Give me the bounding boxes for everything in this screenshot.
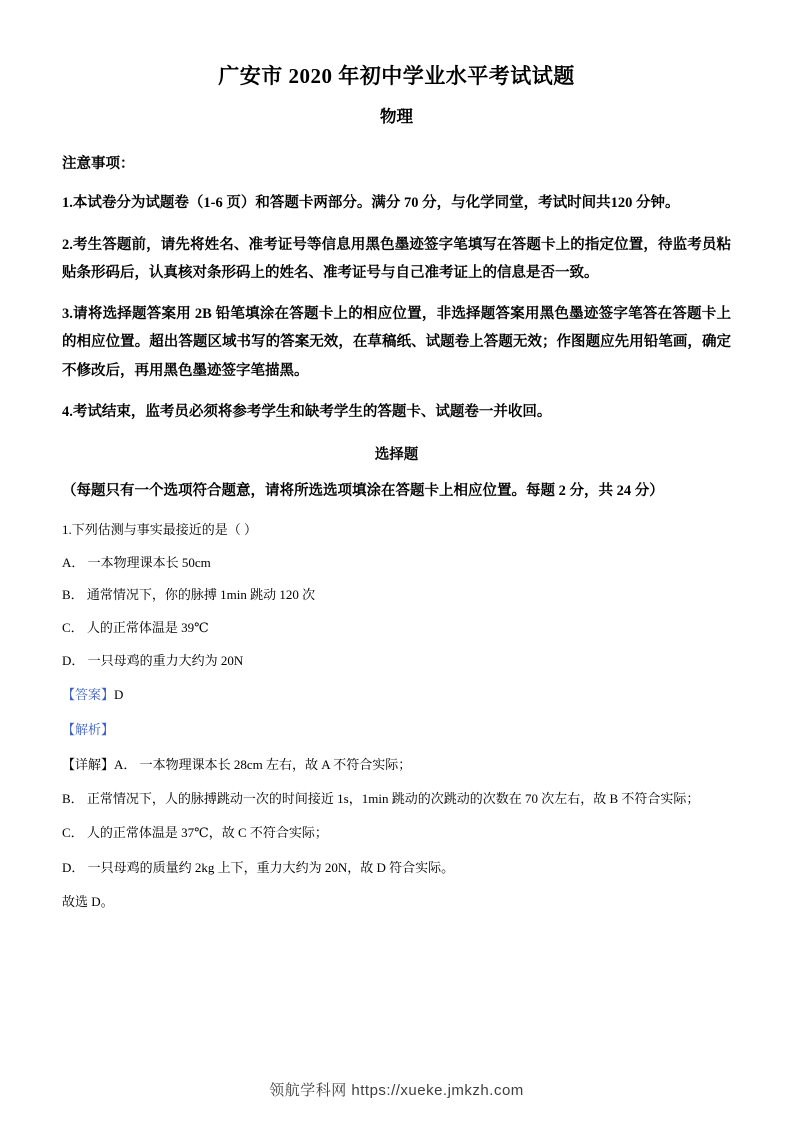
notice-item-1: 1.本试卷分为试题卷（1-6 页）和答题卡两部分。满分 70 分，与化学同堂，考试时间共120 分钟。 (62, 195, 680, 212)
explanation-line-1: 【详解】A． 一本物理课本长 28cm 左右，故 A 不符合实际； (62, 756, 412, 772)
notice-item-4: 4.考试结束，监考员必须将参考学生和缺考学生的答题卡、试题卷一并收回。 (62, 403, 552, 420)
answer-line (62, 683, 731, 708)
page-title: 广安市 2020 年初中学业水平考试试题 (218, 64, 575, 88)
question-stem: 1.下列估测与事实最接近的是（ ） (62, 521, 258, 537)
answer-tag: 【答案】 (62, 687, 115, 703)
section-heading: 选择题 (374, 447, 419, 464)
answer-value: D (114, 687, 124, 703)
analysis-line (62, 718, 731, 743)
notice-item-2: 2.考生答题前，请先将姓名、准考证号等信息用黑色墨迹签字笔填写在答题卡上的指定位置，待监考员粘贴条形码后，认真核对条形码上的姓名、准考证号与自己准考证上的信息是否一致。 (62, 236, 731, 281)
section-note: （每题只有一个选项符合题意，请将所选选项填涂在答题卡上相应位置。每题 2 分，共 24 分） (62, 483, 664, 500)
question-option-c: C． 人的正常体温是 39℃ (62, 619, 209, 635)
explanation-line-4: D． 一只母鸡的质量约 2kg 上下，重力大约为 20N，故 D 符合实际。 (62, 859, 455, 875)
notice-item-3: 3.请将选择题答案用 2B 铅笔填涂在答题卡上的相应位置，非选择题答案用黑色墨迹签字笔答在答题卡上的相应位置。超出答题区域书写的答案无效，在草稿纸、试题卷上答题无效；作图题应先用铅笔画，确定不修改后，再用黑色墨迹签字笔描黑。 (62, 306, 731, 379)
explanation-line-2: B． 正常情况下，人的脉搏跳动一次的时间接近 1s，1min 跳动的次跳动的次数在 70 次左右，故 B 不符合实际； (62, 791, 700, 807)
notice-heading: 注意事项： (62, 156, 135, 173)
analysis-tag: 【解析】 (62, 722, 115, 738)
question-option-a: A． 一本物理课本长 50cm (62, 554, 211, 570)
explanation-line-5: 故选 D。 (62, 894, 114, 910)
explanation-line-3: C． 人的正常体温是 37℃，故 C 不符合实际； (62, 825, 328, 841)
subject-title: 物理 (380, 107, 413, 127)
footer-watermark: 领航学科网 https://xueke.jmkzh.com (269, 1082, 524, 1099)
question-option-b: B． 通常情况下，你的脉搏 1min 跳动 120 次 (62, 587, 316, 603)
question-option-d: D． 一只母鸡的重力大约为 20N (62, 652, 244, 668)
